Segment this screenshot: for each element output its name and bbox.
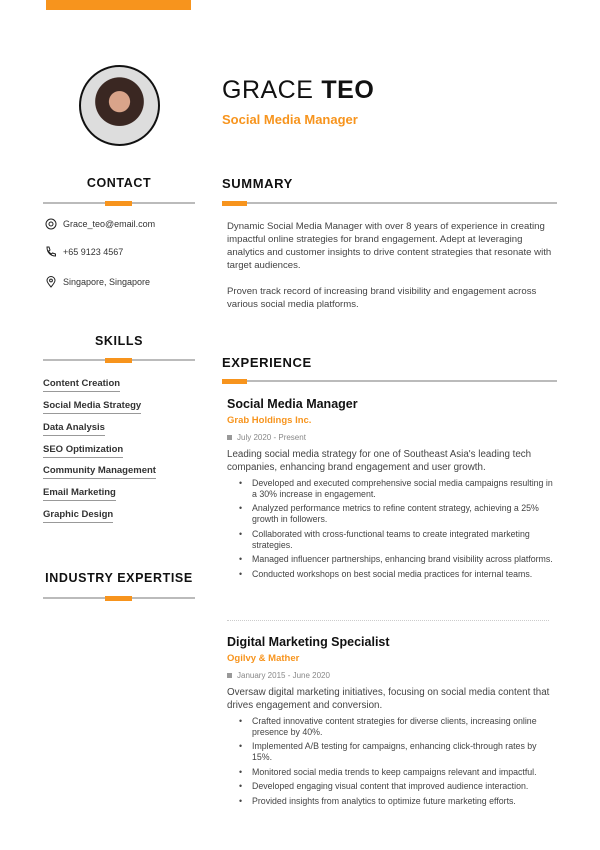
experience-entry <box>227 397 557 580</box>
skills-heading: SKILLS <box>94 334 144 348</box>
job-description: Oversaw digital marketing initiatives, focusing on social media content that drives engagement and conversion. <box>227 687 550 711</box>
dates-text: July 2020 - Present <box>237 433 306 442</box>
top-accent-bar <box>46 0 191 10</box>
achievement-item: • Managed influencer partnerships, enhancing brand visibility across platforms. <box>239 554 557 565</box>
skill-item: Email Marketing <box>43 487 116 501</box>
achievement-item: • Implemented A/B testing for campaigns, enhancing click-through rates by 15%. <box>239 741 557 763</box>
job-role: Digital Marketing Specialist <box>227 635 390 649</box>
skill-item: Community Management <box>43 465 156 479</box>
location-pin-icon <box>45 276 57 288</box>
summary-paragraph: Dynamic Social Media Manager with over 8 years of experience in creating impactful online strategies for brand engagement. Adept at leveraging analytics and customer insights to drive content strategies that resonate with target audiences. <box>227 221 552 271</box>
experience-entry <box>227 635 557 807</box>
experience-divider <box>222 380 557 382</box>
skill-item: SEO Optimization <box>43 444 123 458</box>
contact-heading: CONTACT <box>86 176 152 190</box>
profile-photo <box>79 65 160 146</box>
industry-expertise-heading: INDUSTRY EXPERTISE <box>45 571 193 585</box>
company-name: Ogilvy & Mather <box>227 653 300 664</box>
achievement-item: • Developed and executed comprehensive social media campaigns resulting in a 30% increase in engagement. <box>239 478 557 500</box>
summary-paragraph: Proven track record of increasing brand visibility and engagement across various social media platforms. <box>227 286 537 310</box>
phone-icon <box>45 246 57 258</box>
job-description: Leading social media strategy for one of Southeast Asia's leading tech companies, enhancing brand engagement and user growth. <box>227 449 532 473</box>
contact-divider <box>43 202 195 204</box>
phone-text: +65 9123 4567 <box>63 247 124 257</box>
candidate-name <box>222 76 374 105</box>
calendar-icon <box>227 435 232 440</box>
achievement-list <box>239 716 557 807</box>
achievement-item: • Developed engaging visual content that improved audience interaction. <box>239 781 557 792</box>
summary-divider <box>222 202 557 204</box>
skill-item: Data Analysis <box>43 422 105 436</box>
industry-divider <box>43 597 195 599</box>
skill-item: Graphic Design <box>43 509 113 523</box>
calendar-icon <box>227 673 232 678</box>
achievement-item: • Collaborated with cross-functional teams to create integrated marketing strategies. <box>239 529 557 551</box>
contact-email[interactable] <box>45 218 155 230</box>
skills-divider <box>43 359 195 361</box>
achievement-item: • Monitored social media trends to keep campaigns relevant and impactful. <box>239 767 557 778</box>
achievement-list <box>239 478 557 580</box>
achievement-item: • Provided insights from analytics to optimize future marketing efforts. <box>239 796 557 807</box>
last-name: TEO <box>321 76 375 104</box>
contact-phone <box>45 246 123 258</box>
at-icon <box>45 218 57 230</box>
first-name: GRACE <box>222 76 314 104</box>
job-role: Social Media Manager <box>227 397 358 411</box>
job-dates <box>227 433 557 442</box>
summary-heading: SUMMARY <box>222 176 293 191</box>
achievement-item: • Analyzed performance metrics to refine content strategy, achieving a 25% growth in followers. <box>239 503 557 525</box>
skill-item: Content Creation <box>43 378 120 392</box>
entry-separator <box>227 620 549 621</box>
company-name: Grab Holdings Inc. <box>227 415 312 426</box>
contact-location <box>45 276 150 288</box>
email-text: Grace_teo@email.com <box>63 219 156 229</box>
achievement-item: • Crafted innovative content strategies for diverse clients, increasing online presence by 40%. <box>239 716 557 738</box>
location-text: Singapore, Singapore <box>63 277 151 287</box>
experience-heading: EXPERIENCE <box>222 355 312 370</box>
job-dates <box>227 671 557 680</box>
dates-text: January 2015 - June 2020 <box>237 671 330 680</box>
skill-item: Social Media Strategy <box>43 400 141 414</box>
achievement-item: • Conducted workshops on best social media practices for internal teams. <box>239 569 557 580</box>
job-title: Social Media Manager <box>222 112 358 127</box>
